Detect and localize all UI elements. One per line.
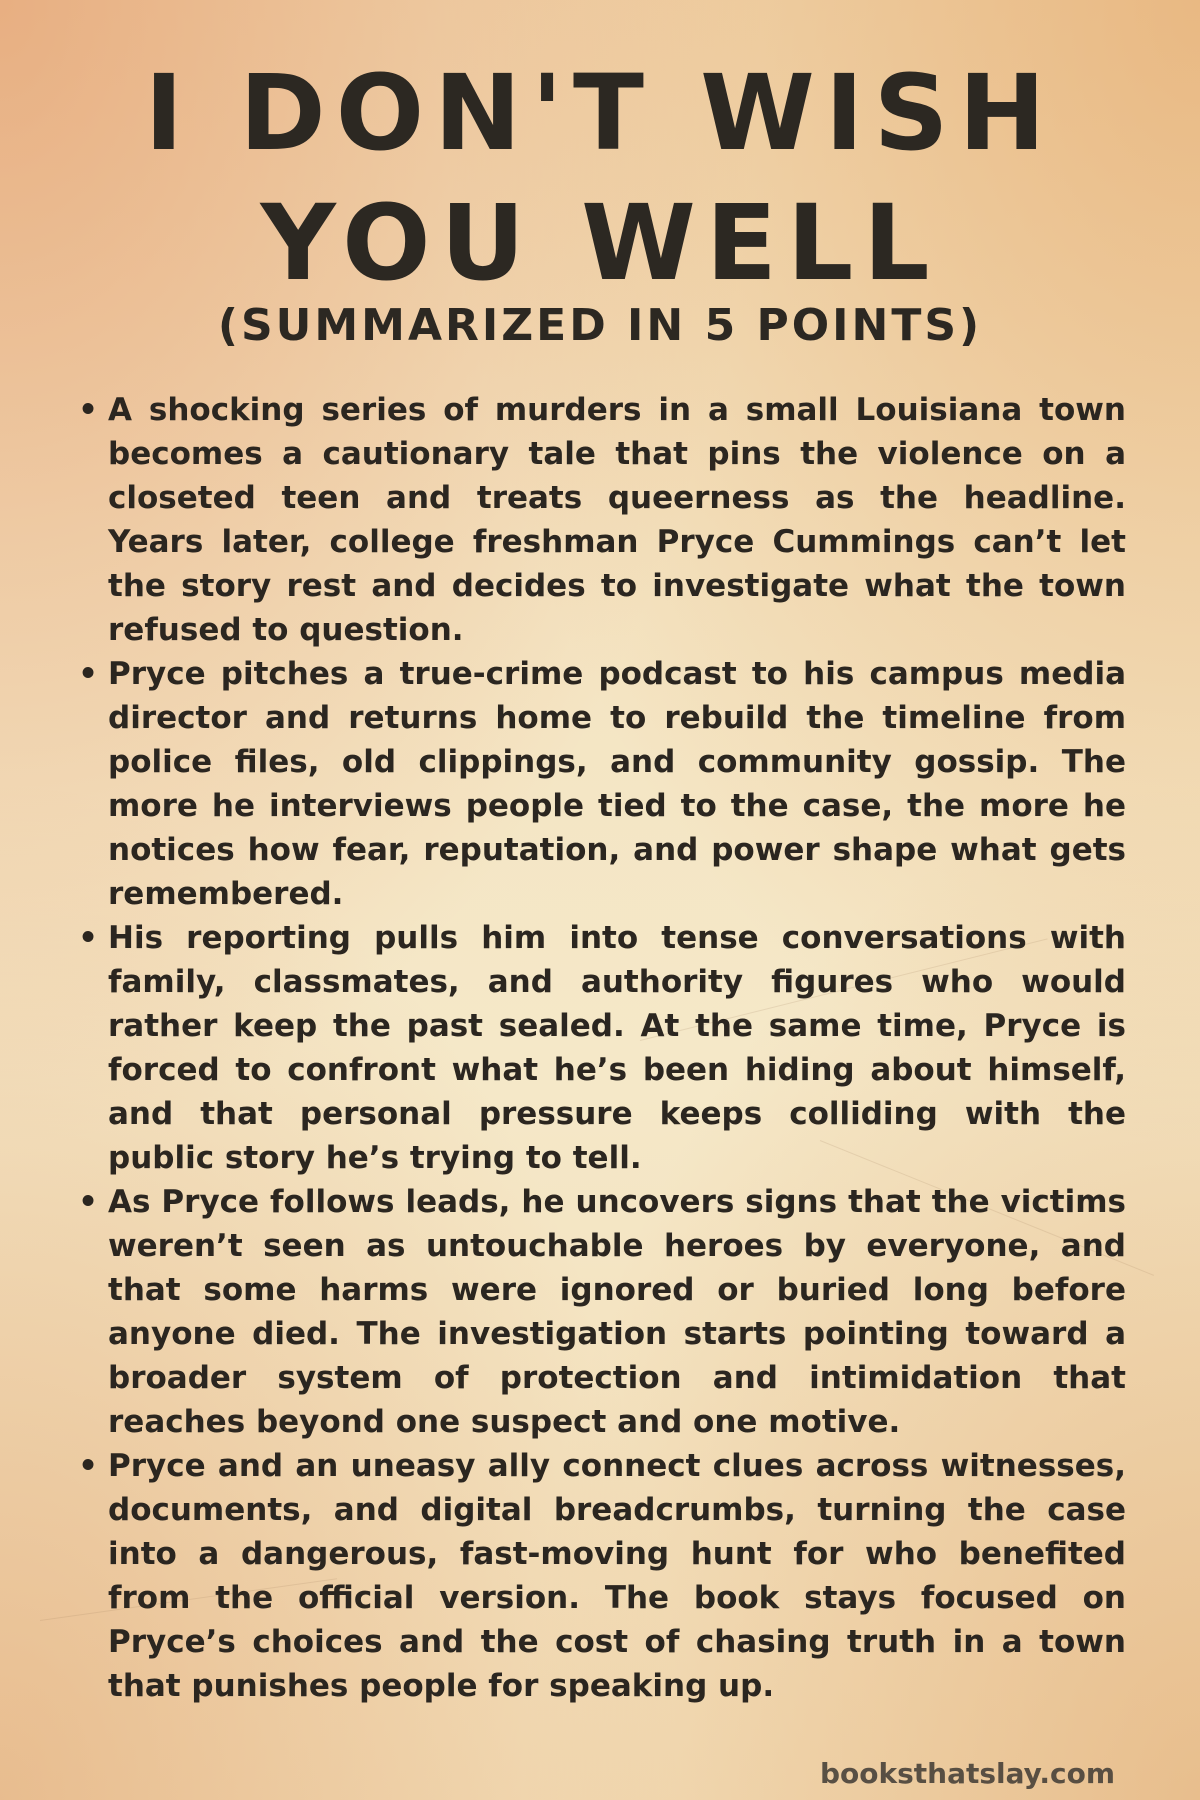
bullet-icon: • (78, 1184, 98, 1220)
bullet-icon: • (78, 1448, 98, 1484)
summary-point-5 (76, 1444, 1126, 1708)
bullet-icon: • (78, 392, 98, 428)
bullet-icon: • (78, 656, 98, 692)
bullet-icon: • (78, 920, 98, 956)
page-title: I DON'T WISH YOU WELL (144, 52, 1056, 304)
summary-points-list (76, 388, 1126, 1708)
summary-point-4 (76, 1180, 1126, 1444)
summary-point-text: As Pryce follows leads, he uncovers signs that the victims weren’t seen as untouchable heroes by everyone, and that some harms were ignored or buried long before anyone died. The investigation starts pointing toward a broader system of protection and intimidation that reaches beyond one suspect and one motive. (108, 1184, 1126, 1440)
summary-point-text: Pryce and an uneasy ally connect clues across witnesses, documents, and digital breadcrumbs, turning the case into a dangerous, fast-moving hunt for who benefited from the official version. The book stays focused on Pryce’s choices and the cost of chasing truth in a town that punishes people for speaking up. (108, 1448, 1126, 1704)
summary-point-1 (76, 388, 1126, 652)
summary-point-3 (76, 916, 1126, 1180)
summary-point-2 (76, 652, 1126, 916)
summary-point-text: His reporting pulls him into tense conversations with family, classmates, and authority figures who would rather keep the past sealed. At the same time, Pryce is forced to confront what he’s been hiding about himself, and that personal pressure keeps colliding with the public story he’s trying to tell. (108, 920, 1126, 1176)
summary-point-text: A shocking series of murders in a small Louisiana town becomes a cautionary tale that pins the violence on a closeted teen and treats queerness as the headline. Years later, college freshman Pryce Cummings can’t let the story rest and decides to investigate what the town refused to question. (108, 392, 1126, 648)
summary-point-text: Pryce pitches a true-crime podcast to his campus media director and returns home to rebuild the timeline from police files, old clippings, and community gossip. The more he interviews people tied to the case, the more he notices how fear, reputation, and power shape what gets remembered. (108, 656, 1126, 912)
site-watermark: booksthatslay.com (819, 1757, 1115, 1790)
page-subtitle: (SUMMARIZED IN 5 POINTS) (217, 300, 983, 351)
